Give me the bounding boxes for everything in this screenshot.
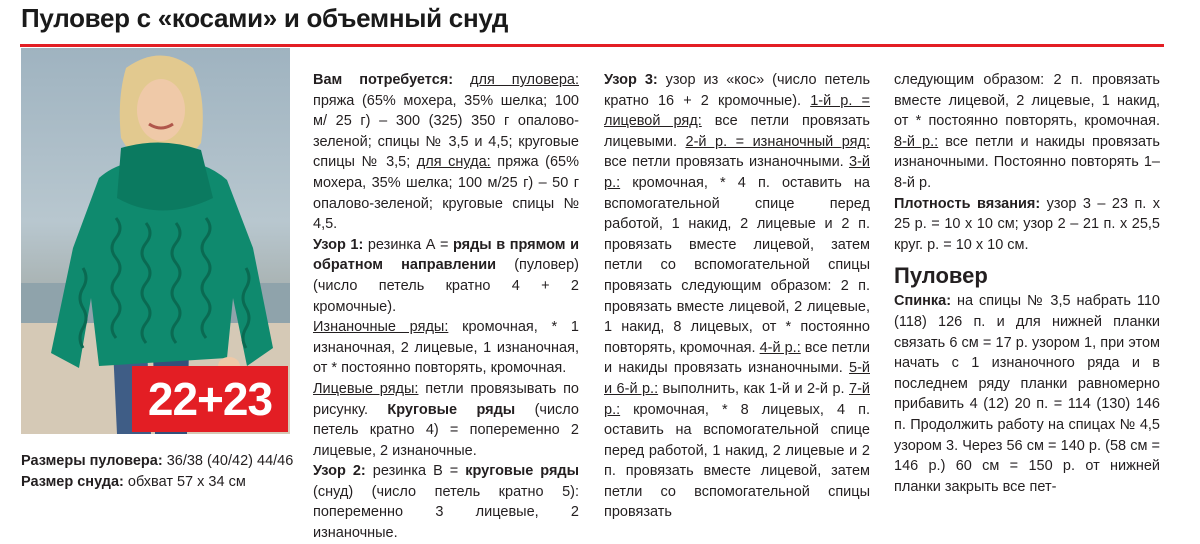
text-column-3 (894, 70, 1160, 497)
text-run: Лицевые ряды: (313, 380, 419, 397)
face (137, 79, 185, 141)
text-column-2 (604, 70, 870, 523)
text-run: кромочная, * 4 п. оставить на вспомогательной спице перед работой, 1 накид, 2 лицевые и 2 п. провязать вместе лицевой, затем петли со вспомогательной спицы провязать следующим образом: 2 п. провязать вместе лицевой, 2 лицевые, 1 накид, 8 лицевых, от * постоянно повторять, кромочная. (604, 174, 870, 356)
text-run: ряды в прямом и обратном направлении (313, 236, 579, 274)
pattern-1-paragraph (313, 235, 579, 317)
pullover-size-line (21, 451, 293, 472)
text-run: узор из «кос» (число петель кратно 16 + 2 кромочные). (604, 72, 871, 109)
text-run (453, 72, 470, 88)
size-info (21, 451, 293, 493)
text-run: 2-й р. = изнаночный ряд: (685, 133, 870, 150)
pattern-3-continued-paragraph (894, 70, 1160, 194)
text-run: на спицы № 3,5 набрать 110 (118) 126 п. и для нижней планки связать 6 см = 17 р. узором 1, при этом начать с 1 изнаночного ряда и в последнем ряду планки равномерно прибавить 4 (12) 20 п. = 114 (130) 146 п. Продолжить работу на спицах № 4,5 узором 3. Через 56 см = 140 р. (58 см = 146 р.) 60 см = 150 р. от нижней планки закрыть все пет- (894, 293, 1160, 495)
text-run: для пуловера: (470, 72, 579, 88)
text-run: узор 3 – 23 п. х 25 р. = 10 х 10 см; узор 2 – 21 п. х 25,5 круг. р. = 10 х 10 см. (894, 195, 1160, 253)
text-run: 4-й р.: (759, 339, 801, 356)
pattern-2-paragraph (313, 461, 579, 543)
text-run: для снуда: (416, 154, 491, 171)
materials-paragraph (313, 70, 579, 235)
text-run: Круговые ряды (387, 401, 516, 418)
text-run: Вам потребуется: (313, 72, 454, 88)
page-number-badge: 22+23 (132, 366, 288, 432)
text-run: круговые ряды (465, 463, 580, 480)
text-run: 3-й р.: (604, 154, 870, 191)
text-run: пряжа (65% мохера, 35% шелка; 100 м/25 г) – 50 г опалово-зеленой; круговые спицы № 4,5. (313, 154, 579, 233)
text-run: кромочная, * 1 изнаночная, 2 лицевые, 1 изнаночная, от * постоянно повторять, кромочная. (313, 319, 579, 377)
text-run: все петли и накиды провязать изнаночными. (604, 339, 870, 377)
text-run: пряжа (65% мохера, 35% шелка; 100 м/ 25 г) – 300 (325) 350 г опалово-зеленой; спицы № 3,5 и 4,5; круговые спицы № 3,5; (313, 92, 579, 171)
text-run: 7-й р.: (604, 380, 870, 418)
text-run: петли провязывать по рисунку. (313, 380, 579, 418)
pullover-size-value: 36/38 (40/42) 44/46 (162, 453, 294, 469)
text-run: 8-й р.: (894, 133, 939, 150)
text-run: резинка В = (365, 463, 466, 480)
section-heading-pullover: Пуловер (894, 263, 988, 289)
text-run: Узор 2: (313, 463, 366, 480)
pattern-3-paragraph (604, 70, 870, 523)
gauge-paragraph (894, 194, 1160, 256)
cowl-collar (117, 142, 213, 210)
back-paragraph (894, 291, 1160, 497)
purl-rows-paragraph (313, 317, 579, 379)
snood-size-line (21, 472, 293, 493)
text-run: все петли провязать изнаночными. (604, 154, 849, 171)
text-run: Узор 3: (604, 72, 658, 88)
text-run: Спинка: (894, 293, 952, 310)
text-run: 5-й и 6-й р.: (604, 360, 870, 397)
knit-rows-paragraph (313, 379, 579, 461)
text-run: следующим образом: 2 п. провязать вместе лицевой, 2 лицевые, 1 накид, от * постоянно повторять, кромочная. (894, 72, 1160, 130)
text-run: (пуловер) (число петель кратно 4 + 2 кромочные). (313, 257, 579, 315)
text-run: 1-й р. = лицевой ряд: (604, 92, 870, 130)
text-run: Узор 1: (313, 236, 364, 253)
text-column-1 (313, 70, 579, 544)
text-run: Изнаночные ряды: (313, 319, 449, 336)
text-run: (число петель кратно 4) = попеременно 2 лицевые, 2 изнаночные. (313, 401, 579, 459)
snood-size-label: Размер снуда: (21, 474, 124, 490)
pullover-size-label: Размеры пуловера: (21, 453, 163, 469)
text-run: (снуд) (число петель кратно 5): попеременно 3 лицевые, 2 изнаночные. (313, 483, 579, 542)
text-run: Плотность вязания: (894, 195, 1041, 212)
page-title: Пуловер с «косами» и объемный снуд (21, 3, 509, 33)
text-run: выполнить, как 1-й и 2-й р. (658, 380, 849, 397)
title-rule (20, 44, 1164, 47)
text-run: все петли и накиды провязать изнаночными. Постоянно повторять 1–8-й р. (894, 133, 1160, 191)
text-run: кромочная, * 8 лицевых, 4 п. оставить на вспомогательной спице перед работой, 1 накид, 2 лицевые и 2 п. провязать вместе лицевой, затем петли со вспомогательной спицы провязать (604, 401, 870, 521)
snood-size-value: обхват 57 х 34 см (123, 474, 246, 490)
text-run: все петли провязать лицевыми. (604, 113, 870, 150)
text-run: резинка А = (363, 236, 453, 253)
